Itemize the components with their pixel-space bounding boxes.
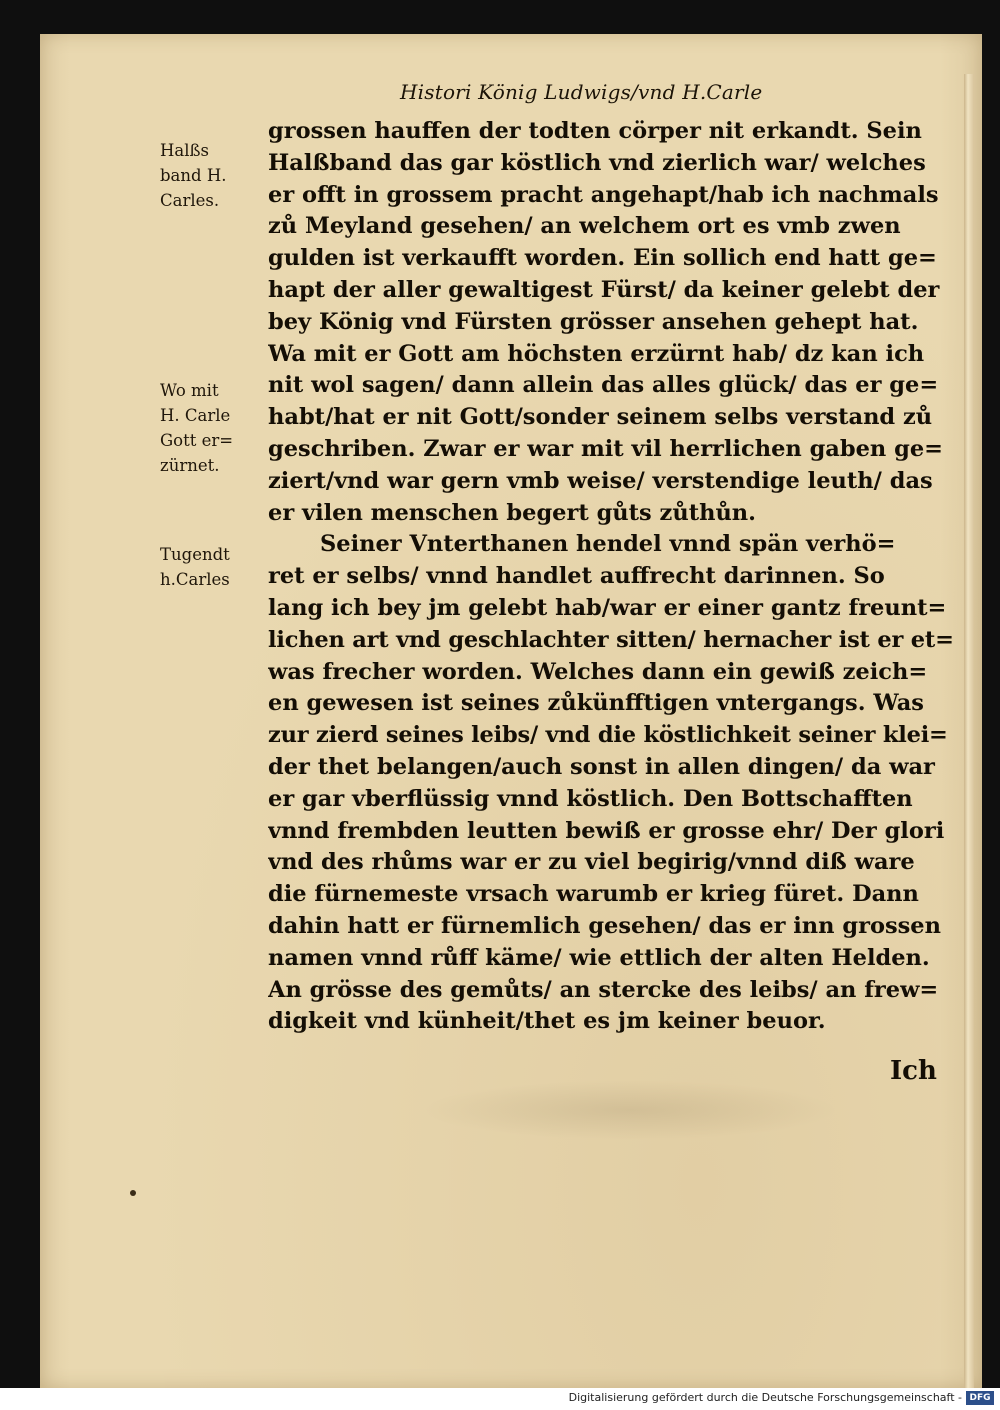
margin-note-line: Halßs bbox=[160, 141, 209, 160]
text-line: nit wol sagen/ dann allein das alles glück/ das er ge= bbox=[268, 372, 939, 399]
text-line: geschriben. Zwar er war mit vil herrlichen gaben ge= bbox=[268, 435, 944, 462]
dfg-logo: DFG bbox=[966, 1391, 994, 1405]
text-line: er vilen menschen begert gůts zůthůn. bbox=[268, 499, 756, 526]
text-line: zur zierd seines leibs/ vnd die köstlichkeit seiner klei= bbox=[268, 722, 948, 749]
text-line: lang ich bey jm gelebt hab/war er einer gantz freunt= bbox=[268, 594, 947, 621]
ink-dot bbox=[130, 1190, 136, 1196]
text-line: er offt in grossem pracht angehapt/hab ich nachmals bbox=[268, 181, 939, 208]
text-line: namen vnnd růff käme/ wie ettlich der alten Helden. bbox=[268, 944, 930, 971]
margin-note-line: H. Carle bbox=[160, 406, 231, 425]
text-line: ziert/vnd war gern vmb weise/ verstendige leuth/ das bbox=[268, 467, 933, 494]
text-line: Wa mit er Gott am höchsten erzürnt hab/ dz kan ich bbox=[268, 340, 925, 367]
text-line: grossen hauffen der todten cörper nit erkandt. Sein bbox=[268, 118, 922, 144]
text-line: bey König vnd Fürsten grösser ansehen gehept hat. bbox=[268, 308, 919, 335]
text-line: lichen art vnd geschlachter sitten/ hernacher ist er et= bbox=[268, 626, 954, 653]
text-line-indented: Seiner Vnterthanen hendel vnnd spän verhö= bbox=[320, 531, 896, 558]
catchword: Ich bbox=[890, 1056, 937, 1086]
text-line: An grösse des gemůts/ an stercke des leibs/ an frew= bbox=[268, 976, 939, 1003]
text-line: digkeit vnd künheit/thet es jm keiner beuor. bbox=[268, 1008, 826, 1035]
text-line: was frecher worden. Welches dann ein gewiß zeich= bbox=[268, 658, 928, 685]
footer-credit: Digitalisierung gefördert durch die Deutsche Forschungsgemeinschaft - bbox=[568, 1391, 962, 1404]
text-line: der thet belangen/auch sonst in allen dingen/ da war bbox=[268, 753, 935, 780]
text-line: er gar vberflüssig vnnd köstlich. Den Bottschafften bbox=[268, 785, 913, 812]
text-line: vnd des rhůms war er zu viel begirig/vnnd diß ware bbox=[268, 849, 915, 876]
margin-note-line: Carles. bbox=[160, 191, 220, 210]
text-line: ret er selbs/ vnnd handlet auffrecht darinnen. So bbox=[268, 563, 885, 590]
margin-note-line: band H. bbox=[160, 166, 227, 185]
text-line: die fürnemeste vrsach warumb er krieg füret. Dann bbox=[268, 881, 919, 908]
running-head: Histori König Ludwigs/vnd H.Carle bbox=[400, 80, 763, 104]
text-line: Halßband das gar köstlich vnd zierlich war/ welches bbox=[268, 149, 926, 176]
margin-note-halsband bbox=[160, 138, 260, 213]
margin-note-line: Tugendt bbox=[160, 545, 230, 564]
text-line: habt/hat er nit Gott/sonder seinem selbs verstand zů bbox=[268, 404, 933, 431]
body-text bbox=[268, 116, 958, 1038]
footer-bar bbox=[0, 1388, 1000, 1410]
margin-note-line: h.Carles bbox=[160, 570, 230, 589]
text-line: hapt der aller gewaltigest Fürst/ da keiner gelebt der bbox=[268, 276, 940, 303]
margin-note-line: Gott er= bbox=[160, 431, 234, 450]
text-line: dahin hatt er fürnemlich gesehen/ das er inn grossen bbox=[268, 912, 941, 939]
text-line: zů Meyland gesehen/ an welchem ort es vmb zwen bbox=[268, 213, 901, 240]
show-through-bleed bbox=[420, 1080, 840, 1140]
page-edge bbox=[964, 74, 974, 1388]
margin-note-line: Wo mit bbox=[160, 381, 219, 400]
text-line: gulden ist verkaufft worden. Ein sollich end hatt ge= bbox=[268, 245, 937, 272]
margin-note-tugendt bbox=[160, 542, 260, 592]
text-line: en gewesen ist seines zůkünfftigen vntergangs. Was bbox=[268, 690, 924, 717]
margin-note-line: zürnet. bbox=[160, 456, 220, 475]
margin-note-gott-erzuernet bbox=[160, 378, 260, 478]
text-line: vnnd frembden leutten bewiß er grosse ehr/ Der glori bbox=[268, 817, 945, 844]
